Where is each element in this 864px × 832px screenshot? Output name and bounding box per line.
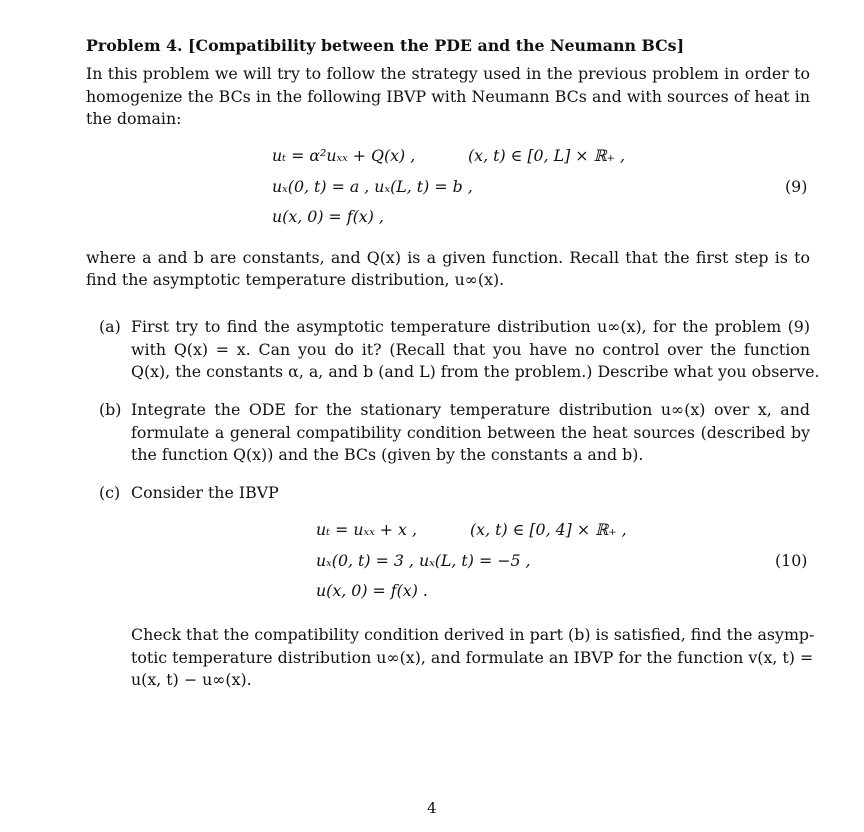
page-number: 4 bbox=[427, 799, 437, 817]
eq9-boundary-conditions: uₓ(0, t) = a , uₓ(L, t) = b , bbox=[272, 177, 473, 196]
part-b-line-2: formulate a general compatibility condition between the heat sources (described by bbox=[131, 423, 810, 442]
eq10-initial-condition: u(x, 0) = f(x) . bbox=[316, 581, 428, 600]
intro-line-2: homogenize the BCs in the following IBVP with Neumann BCs and with sources of heat in bbox=[86, 87, 810, 106]
problem-title: Problem 4. [Compatibility between the PDE and the Neumann BCs] bbox=[86, 36, 685, 55]
part-b-line-3: the function Q(x)) and the BCs (given by the constants a and b). bbox=[131, 445, 644, 464]
intro-line-1: In this problem we will try to follow the strategy used in the previous problem in order to bbox=[86, 64, 810, 83]
part-a-line-2: with Q(x) = x. Can you do it? (Recall that you have no control over the function bbox=[131, 340, 810, 359]
eq9-number: (9) bbox=[785, 177, 808, 196]
eq9-pde: uₜ = α²uₓₓ + Q(x) , bbox=[272, 146, 416, 165]
eq9-domain: (x, t) ∈ [0, L] × ℝ₊ , bbox=[468, 146, 626, 165]
eq10-domain: (x, t) ∈ [0, 4] × ℝ₊ , bbox=[470, 520, 627, 539]
after-eq9-line-1: where a and b are constants, and Q(x) is a given function. Recall that the first step is to bbox=[86, 248, 810, 267]
part-c-closing-line-2: totic temperature distribution u∞(x), and formulate an IBVP for the function v(x, t) = bbox=[131, 648, 814, 667]
part-b-line-1: Integrate the ODE for the stationary temperature distribution u∞(x) over x, and bbox=[131, 400, 810, 419]
part-c-closing-line-1: Check that the compatibility condition derived in part (b) is satisfied, find the asymp- bbox=[131, 625, 815, 644]
after-eq9-line-2: find the asymptotic temperature distribution, u∞(x). bbox=[86, 270, 505, 289]
intro-line-3: the domain: bbox=[86, 109, 182, 128]
part-c-label: (c) bbox=[99, 483, 121, 502]
part-a-label: (a) bbox=[99, 317, 121, 336]
part-b-label: (b) bbox=[99, 400, 122, 419]
part-a-line-3: Q(x), the constants α, a, and b (and L) from the problem.) Describe what you observe. bbox=[131, 362, 820, 381]
eq10-boundary-conditions: uₓ(0, t) = 3 , uₓ(L, t) = −5 , bbox=[316, 551, 531, 570]
eq10-pde: uₜ = uₓₓ + x , bbox=[316, 520, 417, 539]
part-a-line-1: First try to find the asymptotic temperature distribution u∞(x), for the problem (9) bbox=[131, 317, 810, 336]
eq10-number: (10) bbox=[775, 551, 808, 570]
part-c-intro: Consider the IBVP bbox=[131, 483, 279, 502]
part-c-closing-line-3: u(x, t) − u∞(x). bbox=[131, 670, 252, 689]
eq9-initial-condition: u(x, 0) = f(x) , bbox=[272, 207, 384, 226]
